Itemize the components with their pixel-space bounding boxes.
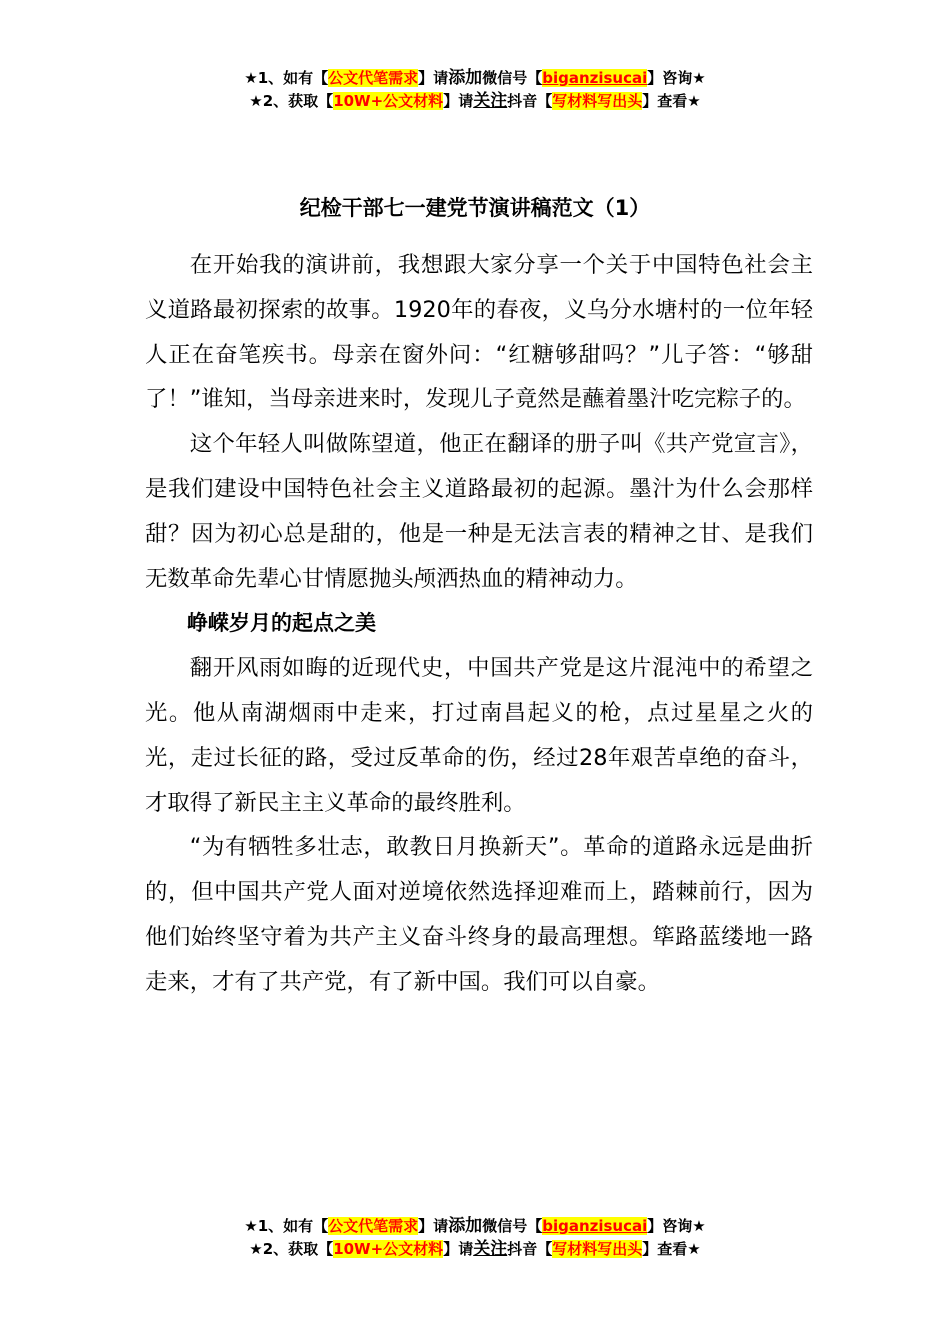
banner-text: ★2、获取【 [249,92,334,110]
banner-emphasis: 添加 [448,1216,483,1236]
banner-text: 微信号【 [482,69,543,87]
banner-text: 】请 [443,1240,474,1258]
highlight-materials: 10W+公文材料 [333,1240,444,1258]
banner-text: ★2、获取【 [249,1240,334,1258]
paragraph: 这个年轻人叫做陈望道，他正在翻译的册子叫《共产党宣言》，是我们建设中国特色社会主义道路最初的起源。墨汁为什么会那样甜？因为初心总是甜的，他是一种是无法言表的精神之甘、是我们无数革命先辈心甘情愿抛头颅洒热血的精神动力。 [145,431,813,592]
section-heading: 峥嵘岁月的起点之美 [187,611,376,636]
banner-emphasis: 关注 [473,1239,508,1259]
document-body [145,243,813,1005]
banner-text: ★1、如有【 [244,69,329,87]
banner-line-2 [0,1238,950,1261]
banner-text: 】查看★ [642,92,701,110]
highlight-service: 公文代笔需求 [328,1217,419,1235]
banner-text: 】请 [418,1217,449,1235]
banner-line-1 [0,1215,950,1238]
banner-text: 】请 [443,92,474,110]
banner-emphasis: 添加 [448,68,483,88]
banner-text: 微信号【 [482,1217,543,1235]
banner-emphasis: 关注 [473,91,508,111]
highlight-wechat-id: biganzisucai [542,69,648,87]
highlight-douyin: 写材料写出头 [552,1240,643,1258]
header-banner [0,67,950,113]
paragraph: 在开始我的演讲前，我想跟大家分享一个关于中国特色社会主义道路最初探索的故事。1920年的春夜，义乌分水塘村的一位年轻人正在奋笔疾书。母亲在窗外问：“红糖够甜吗？”儿子答：“够甜了！”谁知，当母亲进来时，发现儿子竟然是蘸着墨汁吃完粽子的。 [145,252,813,413]
highlight-service: 公文代笔需求 [328,69,419,87]
banner-text: 】查看★ [642,1240,701,1258]
highlight-materials: 10W+公文材料 [333,92,444,110]
highlight-wechat-id: biganzisucai [542,1217,648,1235]
paragraph: 翻开风雨如晦的近现代史，中国共产党是这片混沌中的希望之光。他从南湖烟雨中走来，打过南昌起义的枪，点过星星之火的光，走过长征的路，受过反革命的伤，经过28年艰苦卓绝的奋斗，才取得了新民主主义革命的最终胜利。 [145,655,813,816]
banner-line-1 [0,67,950,90]
banner-text: 】咨询★ [647,69,706,87]
paragraph: “为有牺牲多壮志，敢教日月换新天”。革命的道路永远是曲折的，但中国共产党人面对逆境依然选择迎难而上，踏棘前行，因为他们始终坚守着为共产主义奋斗终身的最高理想。筚路蓝缕地一路走来，才有了共产党，有了新中国。我们可以自豪。 [145,834,813,995]
banner-text: ★1、如有【 [244,1217,329,1235]
banner-text: 抖音【 [507,92,553,110]
banner-line-2 [0,90,950,113]
banner-text: 】请 [418,69,449,87]
banner-text: 抖音【 [507,1240,553,1258]
banner-text: 】咨询★ [647,1217,706,1235]
document-title: 纪检干部七一建党节演讲稿范文（1） [299,196,651,220]
highlight-douyin: 写材料写出头 [552,92,643,110]
footer-banner [0,1215,950,1261]
